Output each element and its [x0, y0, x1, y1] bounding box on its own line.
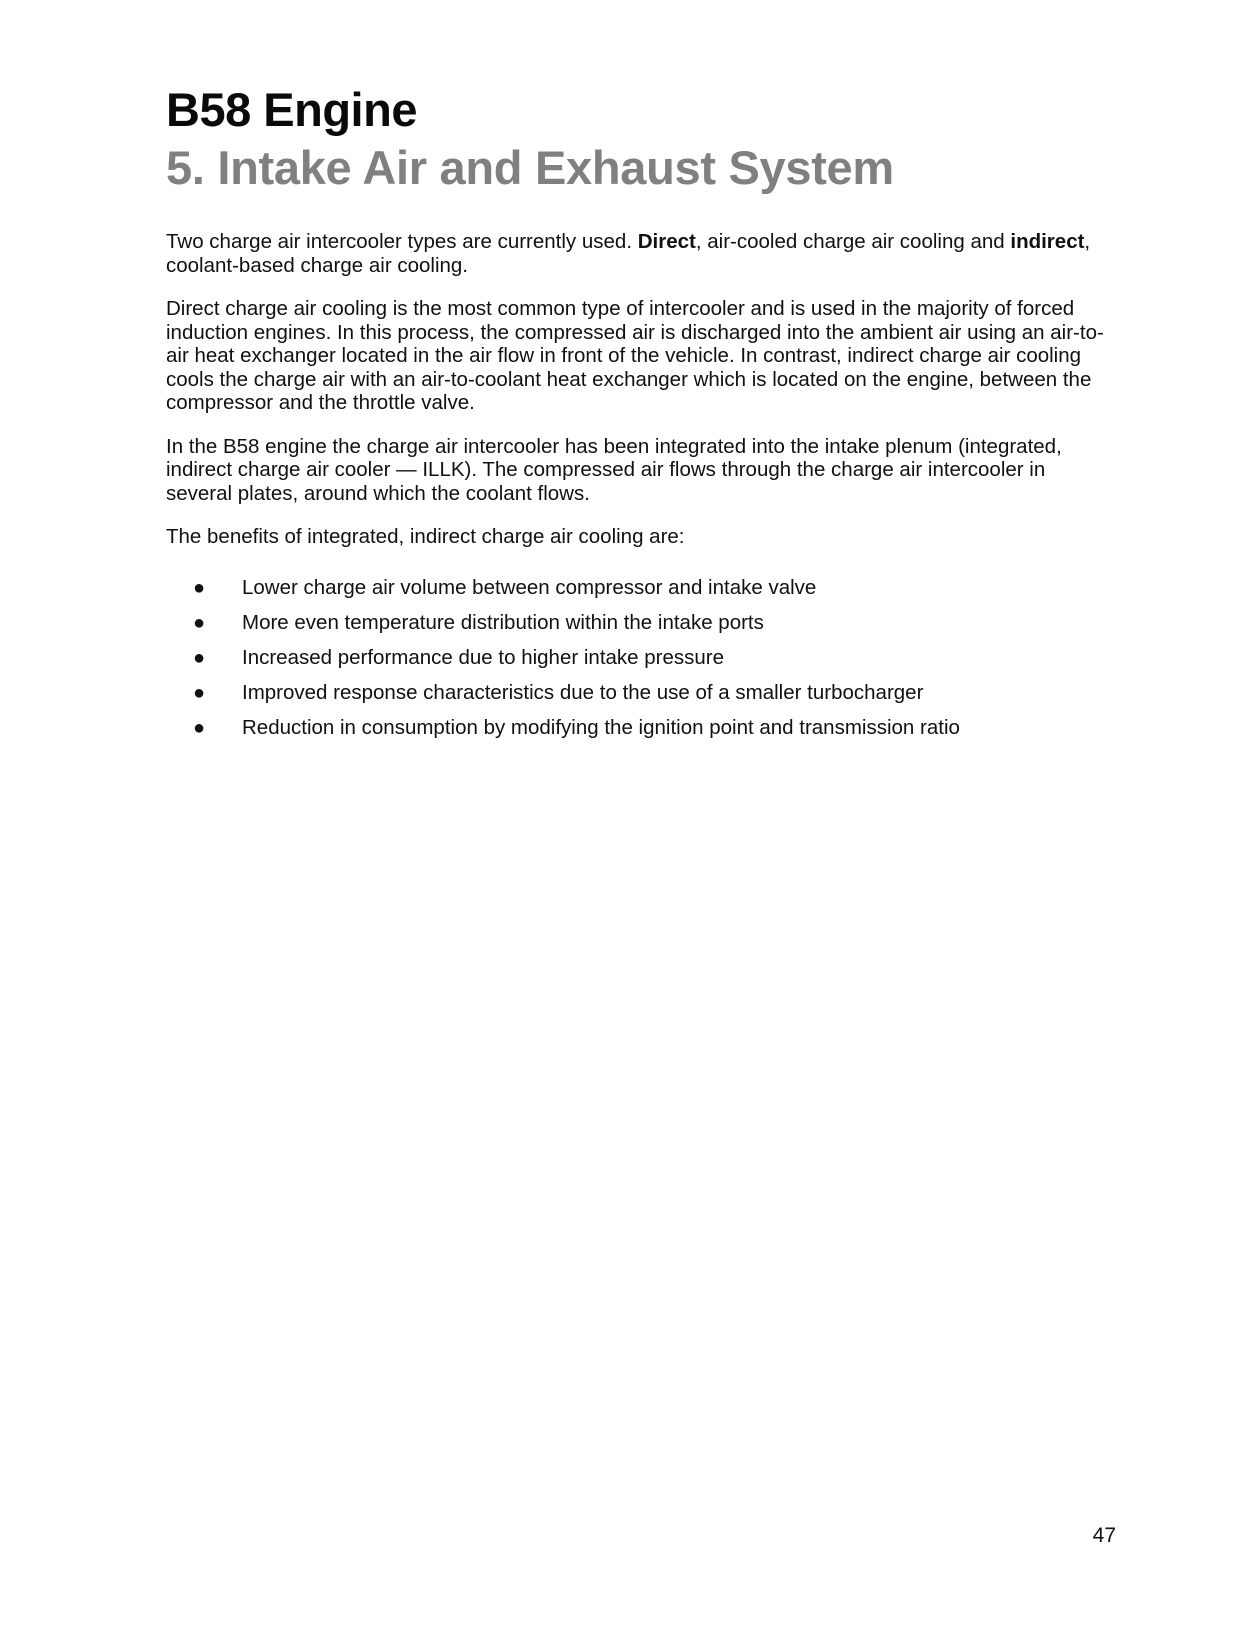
- intro-text-2: , air-cooled charge air cooling and: [695, 230, 1011, 253]
- paragraph-benefits-intro: The benefits of integrated, indirect charge air cooling are:: [166, 525, 685, 548]
- list-item-text: Increased performance due to higher intake pressure: [242, 646, 725, 669]
- intro-text-1: Two charge air intercooler types are currently used.: [166, 230, 638, 253]
- list-item-text: Reduction in consumption by modifying the ignition point and transmission ratio: [242, 716, 960, 739]
- bullet-icon: ●: [193, 577, 206, 599]
- intro-direct-term: Direct: [637, 230, 696, 253]
- list-item: [166, 611, 1116, 646]
- list-item: [166, 716, 1116, 751]
- list-item-text: Improved response characteristics due to the use of a smaller turbocharger: [242, 681, 924, 704]
- list-item: [166, 576, 1116, 611]
- page-number: 47: [1092, 1524, 1116, 1547]
- paragraph-b58-intercooler: In the B58 engine the charge air intercooler has been integrated into the intake plenum (integrated, indirect charge air cooler — ILLK). The compressed air flows through the charge air intercooler in several plates, around which the coolant flows.: [166, 434, 1062, 505]
- bullet-icon: ●: [193, 682, 206, 704]
- page-title: B58 Engine: [166, 83, 417, 136]
- intro-text-3: , coolant-based charge air cooling.: [166, 230, 1091, 277]
- list-item: [166, 646, 1116, 681]
- benefits-list: [166, 576, 1116, 751]
- list-item-text: Lower charge air volume between compressor and intake valve: [242, 576, 817, 599]
- list-item-text: More even temperature distribution within the intake ports: [242, 611, 764, 634]
- bullet-icon: ●: [193, 612, 206, 634]
- bullet-icon: ●: [193, 717, 206, 739]
- paragraph-intro: [166, 230, 1116, 277]
- section-title: 5. Intake Air and Exhaust System: [166, 141, 894, 194]
- bullet-icon: ●: [193, 647, 206, 669]
- intro-indirect-term: indirect: [1010, 230, 1085, 253]
- list-item: [166, 681, 1116, 716]
- paragraph-direct-cooling: Direct charge air cooling is the most common type of intercooler and is used in the majority of forced induction engines. In this process, the compressed air is discharged into the ambient air using an air-to-air heat exchanger located in the air flow in front of the vehicle. In contrast, indirect charge air cooling cools the charge air with an air-to-coolant heat exchanger which is located on the engine, between the compressor and the throttle valve.: [166, 297, 1104, 414]
- body-text: [166, 230, 1116, 569]
